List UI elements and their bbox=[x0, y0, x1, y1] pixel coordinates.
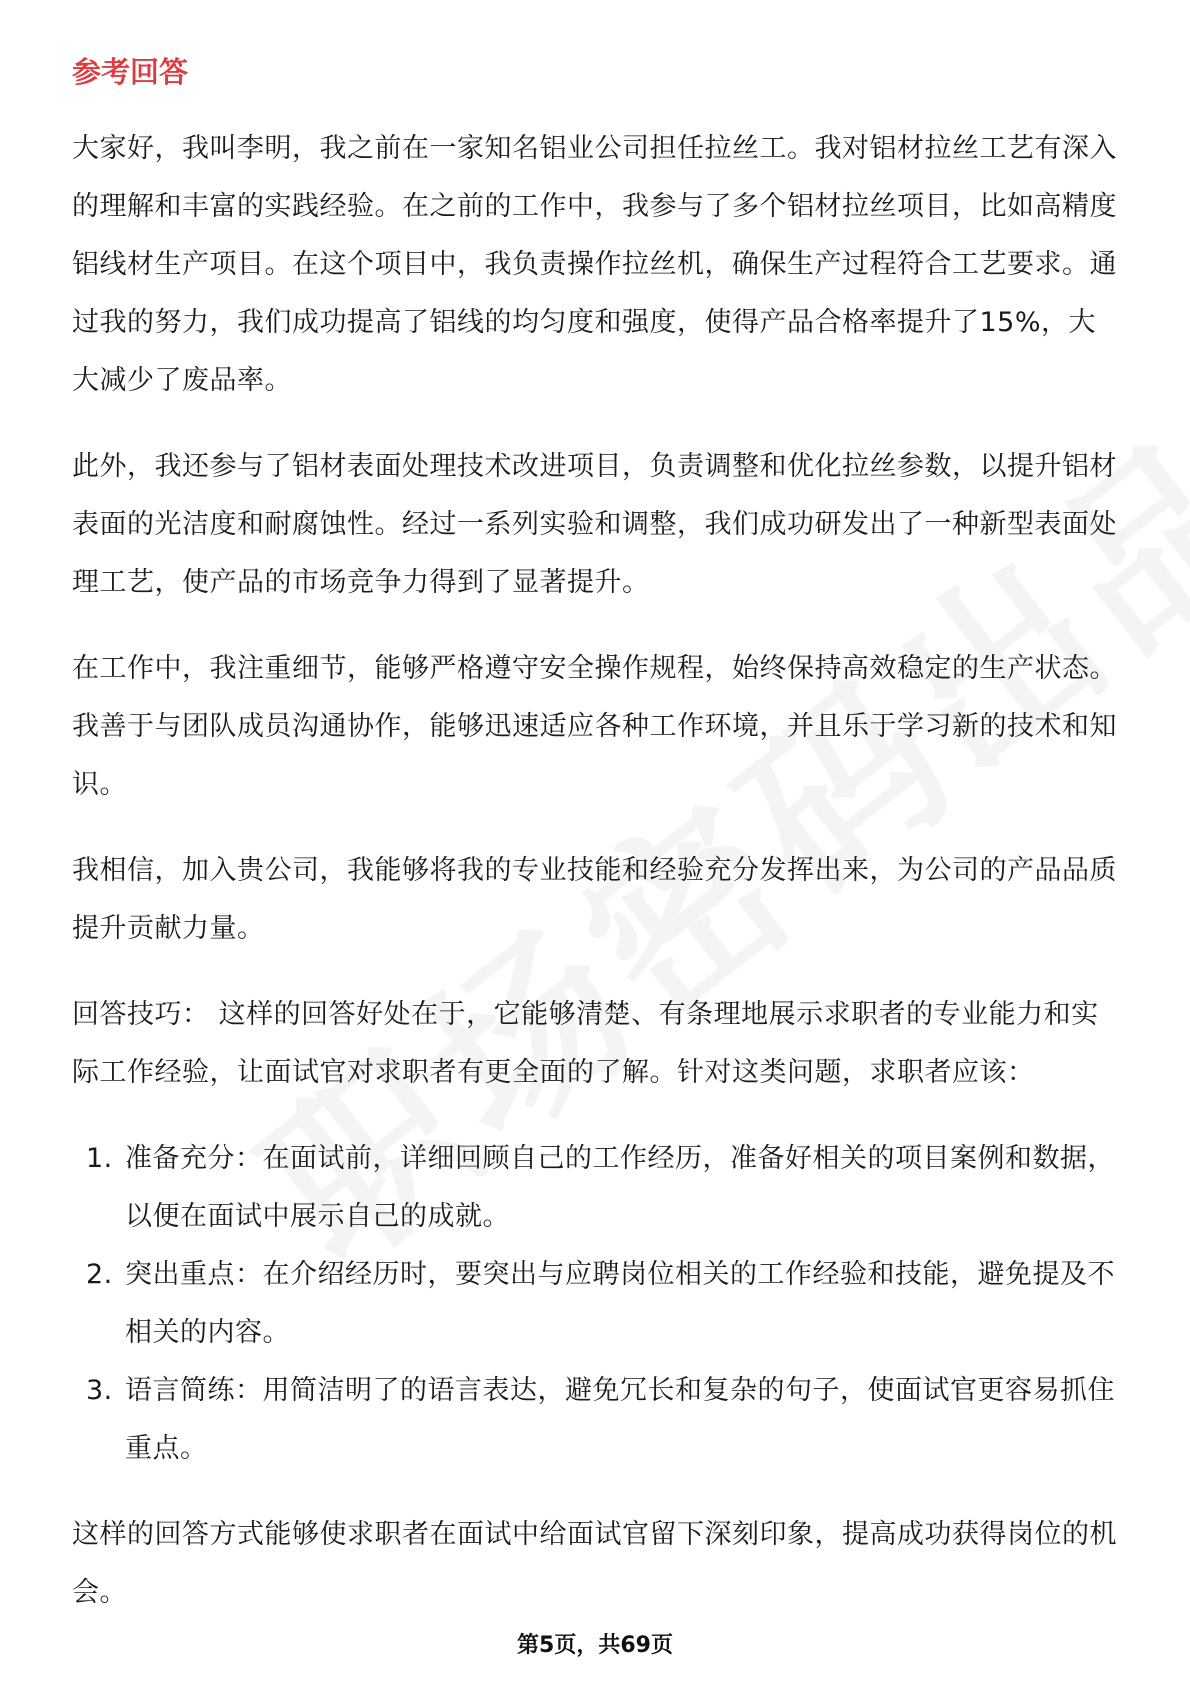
paragraph-work-style: 在工作中，我注重细节，能够严格遵守安全操作规程，始终保持高效稳定的生产状态。我善于与团队成员沟通协作，能够迅速适应各种工作环境，并且乐于学习新的技术和知识。 bbox=[72, 653, 1117, 800]
tips-list bbox=[72, 1130, 1122, 1478]
section-title: 参考回答 bbox=[72, 55, 189, 89]
tip-text: 突出重点：在介绍经历时，要突出与应聘岗位相关的工作经验和技能，避免提及不相关的内容。 bbox=[125, 1259, 1115, 1348]
tip-item bbox=[72, 1362, 1122, 1478]
paragraph-closing: 我相信，加入贵公司，我能够将我的专业技能和经验充分发挥出来，为公司的产品品质提升贡献力量。 bbox=[72, 855, 1117, 944]
tip-number: 3. bbox=[86, 1375, 113, 1406]
tip-item bbox=[72, 1130, 1122, 1246]
tip-text: 准备充分：在面试前，详细回顾自己的工作经历，准备好相关的项目案例和数据，以便在面试中展示自己的成就。 bbox=[125, 1143, 1115, 1232]
paragraph-intro: 大家好，我叫李明，我之前在一家知名铝业公司担任拉丝工。我对铝材拉丝工艺有深入的理解和丰富的实践经验。在之前的工作中，我参与了多个铝材拉丝项目，比如高精度铝线材生产项目。在这个项目中，我负责操作拉丝机，确保生产过程符合工艺要求。通过我的努力，我们成功提高了铝线的均匀度和强度，使得产品合格率提升了15%，大大减少了废品率。 bbox=[72, 133, 1117, 396]
tip-number: 2. bbox=[86, 1259, 113, 1290]
conclusion-paragraph: 这样的回答方式能够使求职者在面试中给面试官留下深刻印象，提高成功获得岗位的机会。 bbox=[72, 1519, 1117, 1608]
tip-item bbox=[72, 1246, 1122, 1362]
tips-intro: 回答技巧： 这样的回答好处在于，它能够清楚、有条理地展示求职者的专业能力和实际工作经验，让面试官对求职者有更全面的了解。针对这类问题，求职者应该： bbox=[72, 999, 1099, 1088]
document-page bbox=[72, 52, 1122, 1650]
tip-text: 语言简练：用简洁明了的语言表达，避免冗长和复杂的句子，使面试官更容易抓住重点。 bbox=[125, 1375, 1115, 1464]
paragraph-project: 此外，我还参与了铝材表面处理技术改进项目，负责调整和优化拉丝参数，以提升铝材表面的光洁度和耐腐蚀性。经过一系列实验和调整，我们成功研发出了一种新型表面处理工艺，使产品的市场竞争力得到了显著提升。 bbox=[72, 451, 1117, 598]
tip-number: 1. bbox=[86, 1143, 113, 1174]
page-footer: 第5页，共69页 bbox=[517, 1633, 673, 1658]
